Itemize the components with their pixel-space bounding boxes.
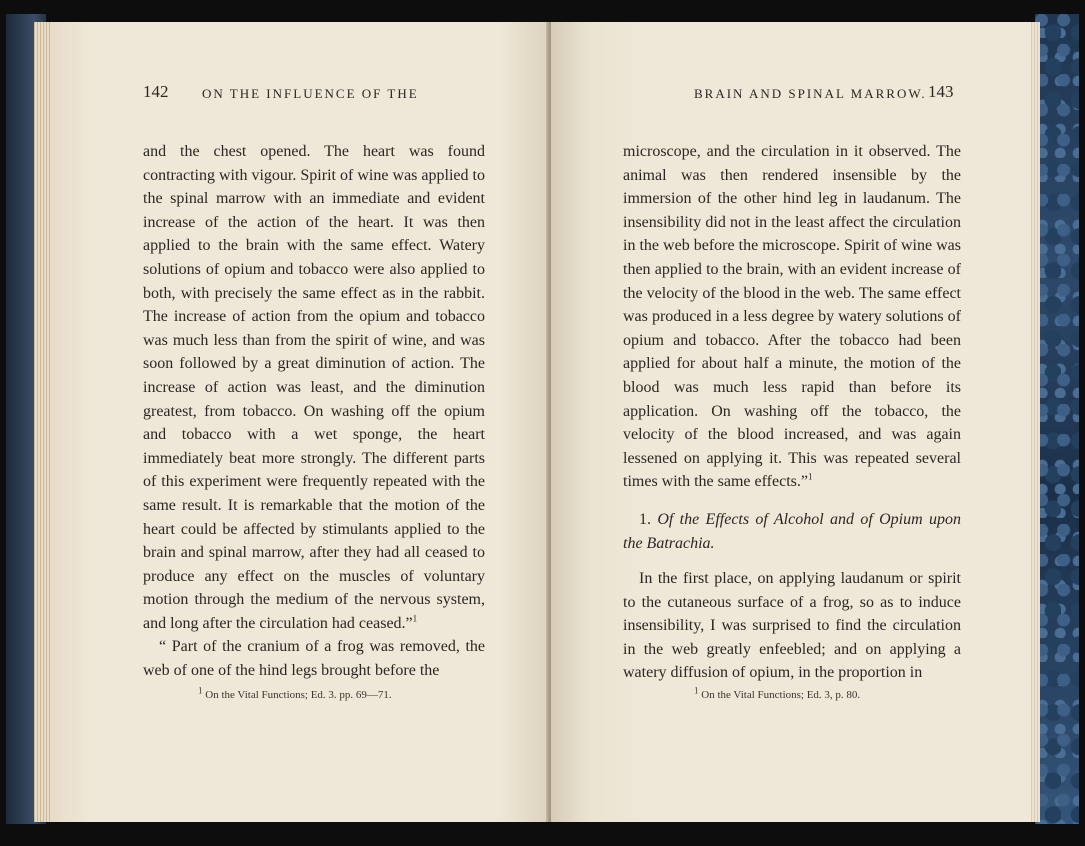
- left-footnote-text: On the Vital Functions; Ed. 3. pp. 69—71.: [205, 689, 392, 701]
- left-footnote-ref: 1: [412, 613, 418, 624]
- right-paragraph-2: In the first place, on applying laudanum or spirit to the cutaneous surface of a frog, so as to induce insensibility, I was surprised to find the circulation in the web greatly enfeebled; and on applying a watery diffusion of opium, in the proportion in: [623, 570, 961, 682]
- page-edges-left: [34, 22, 54, 822]
- left-running-head: ON THE INFLUENCE OF THE: [202, 86, 419, 101]
- left-footnote-marker: 1: [198, 685, 203, 696]
- left-footnote: [198, 685, 392, 701]
- left-paragraph-2: “ Part of the cranium of a frog was removed, the web of one of the hind legs brought before the: [143, 638, 485, 680]
- right-body-text: [623, 140, 961, 685]
- right-footnote-ref: 1: [807, 471, 813, 482]
- section-title: Of the Effects of Alcohol and of Opium upon the Batrachia.: [623, 510, 962, 552]
- left-body-text: [143, 140, 485, 683]
- book-cover-right: [1035, 14, 1079, 824]
- section-number: 1.: [639, 510, 651, 528]
- right-paragraph-1: microscope, and the circulation in it observed. The animal was then rendered insensible by the immersion of the other hind leg in laudanum. The insensibility did not in the least affect the circulation in the web before the microscope. Spirit of wine was then applied to the brain, with an evident increase of the velocity of the blood in the web. The same effect was produced in a less degree by watery solutions of opium and tobacco. After the tobacco had been applied for about half a minute, the motion of the blood was much less rapid than before its application. On washing off the tobacco, the velocity of the blood increased, and was again lessened on applying it. This was repeated several times with the same effects.”$^1$: [623, 143, 961, 491]
- right-footnote-marker: 1: [694, 685, 699, 696]
- right-folio: 143: [928, 82, 954, 101]
- left-paragraph-1: and the chest opened. The heart was found contracting with vigour. Spirit of wine was applied to the spinal marrow with an immediate and evident increase of the action of the heart. It was then applied to the brain with the same effect. Watery solutions of opium and tobacco were also applied to both, with precisely the same effect as in the rabbit. The increase of action from the opium and tobacco was much less than from the spirit of wine, and was soon followed by a great diminution of action. The increase of action was least, and the diminution greatest, from tobacco. On washing off the opium and tobacco with a wet sponge, the heart immediately beat more strongly. The different parts of this experiment were frequently repeated with the same result. It is remarkable that the motion of the heart could be affected by stimulants applied to the brain and spinal marrow, after they had all ceased to produce any effect on the muscles of voluntary motion through the medium of the nervous system, and long after the circulation had ceased.”$^1$: [143, 143, 485, 632]
- right-running-head: BRAIN AND SPINAL MARROW.: [694, 86, 927, 101]
- right-footnote-text: On the Vital Functions; Ed. 3, p. 80.: [701, 689, 861, 701]
- left-folio: 142: [143, 82, 169, 101]
- right-footnote: [694, 685, 861, 701]
- section-heading: [623, 508, 961, 555]
